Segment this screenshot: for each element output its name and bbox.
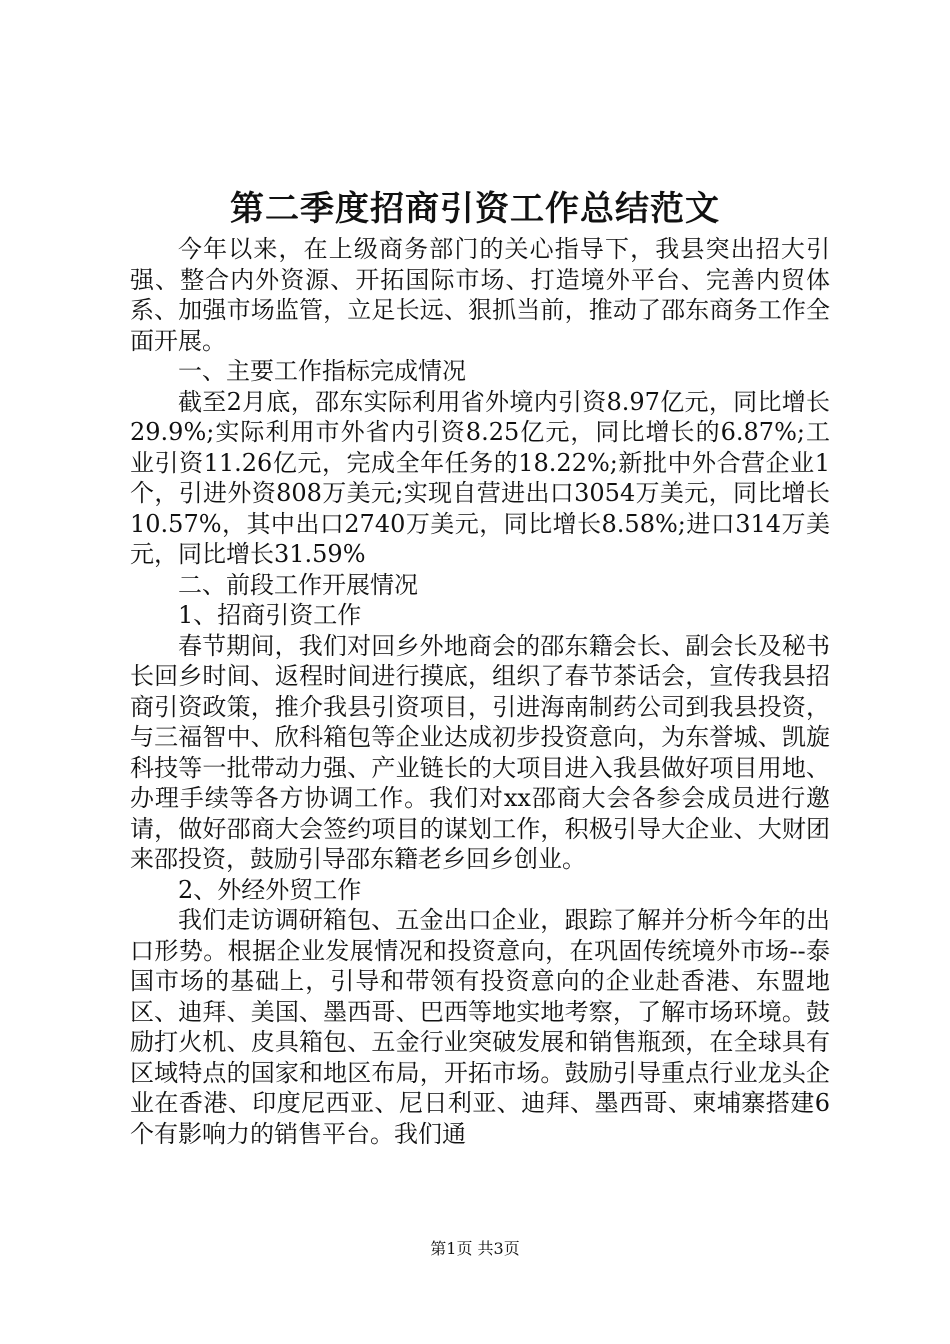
paragraph-investment: 春节期间，我们对回乡外地商会的邵东籍会长、副会长及秘书长回乡时间、返程时间进行摸底，组织了春节茶话会，宣传我县招商引资政策，推介我县引资项目，引进海南制药公司到我县投资，与三福智中、欣科箱包等企业达成初步投资意向，为东誉城、凯旋科技等一批带动力强、产业链长的大项目进入我县做好项目用地、办理手续等各方协调工作。我们对xx邵商大会各参会成员进行邀请，做好邵商大会签约项目的谋划工作，积极引导大企业、大财团来邵投资，鼓励引导邵东籍老乡回乡创业。 xyxy=(130,631,830,873)
heading-section-2: 二、前段工作开展情况 xyxy=(178,570,418,599)
page-footer: 第1页 共3页 xyxy=(430,1239,520,1258)
paragraph-foreign-trade: 我们走访调研箱包、五金出口企业，跟踪了解并分析今年的出口形势。根据企业发展情况和投资意向，在巩固传统境外市场--泰国市场的基础上，引导和带领有投资意向的企业赴香港、东盟地区、迪拜、美国、墨西哥、巴西等地实地考察，了解市场环境。鼓励打火机、皮具箱包、五金行业突破发展和销售瓶颈，在全球具有区域特点的国家和地区布局，开拓市场。鼓励引导重点行业龙头企业在香港、印度尼西亚、尼日利亚、迪拜、墨西哥、柬埔寨搭建6个有影响力的销售平台。我们通 xyxy=(130,906,830,1148)
paragraph-indicators: 截至2月底，邵东实际利用省外境内引资8.97亿元，同比增长29.9%;实际利用市外省内引资8.25亿元，同比增长的6.87%;工业引资11.26亿元，完成全年任务的18.22%;新批中外合营企业1个，引进外资808万美元;实现自营进出口3054万美元，同比增长10.57%，其中出口2740万美元，同比增长8.58%;进口314万美元，同比增长31.59% xyxy=(130,387,830,568)
heading-section-1: 一、主要工作指标完成情况 xyxy=(178,357,466,385)
paragraph-intro: 今年以来，在上级商务部门的关心指导下，我县突出招大引强、整合内外资源、开拓国际市场、打造境外平台、完善内贸体系、加强市场监管，立足长远、狠抓当前，推动了邵东商务工作全面开展。 xyxy=(130,235,830,355)
heading-subsection-1: 1、招商引资工作 xyxy=(178,601,362,629)
heading-subsection-2: 2、外经外贸工作 xyxy=(178,875,362,904)
document-title: 第二季度招商引资工作总结范文 xyxy=(230,189,720,229)
document-body xyxy=(130,234,830,1149)
